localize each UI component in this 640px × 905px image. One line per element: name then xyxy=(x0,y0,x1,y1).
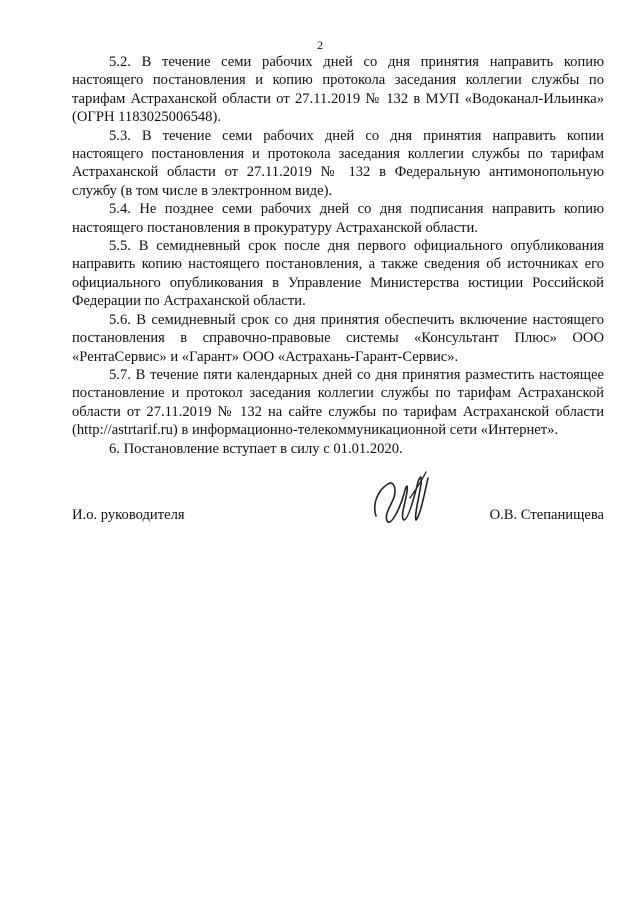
signer-name: О.В. Степанищева xyxy=(489,507,604,523)
paragraph-5-6: 5.6. В семидневный срок со дня принятия обеспечить включение настоящего постановления в справочно-правовые системы «Консультант Плюс» ООО «РентаСервис» и «Гарант» ООО «Астрахань-Гарант-Сервис». xyxy=(72,311,604,365)
paragraph-5-7: 5.7. В течение пяти календарных дней со дня принятия разместить настоящее постановление и протокол заседания коллегии службы по тарифам Астраханской области от 27.11.2019 № 132 на сайте службы по тарифам Астраханской области (http://astrtarif.ru) в информационно-телекоммуникационной сети «Интернет». xyxy=(72,366,604,439)
handwritten-signature xyxy=(370,468,434,538)
paragraph-5-4: 5.4. Не позднее семи рабочих дней со дня подписания направить копию настоящего постановления в прокуратуру Астраханской области. xyxy=(72,201,604,236)
signature-block xyxy=(72,490,604,550)
page-number: 2 xyxy=(317,38,323,52)
paragraph-5-2: 5.2. В течение семи рабочих дней со дня принятия направить копию настоящего постановления и копию протокола заседания коллегии службы по тарифам Астраханской области от 27.11.2019 № 132 в МУП «Водоканал-Ильинка» (ОГРН 1183025006548). xyxy=(72,54,604,126)
paragraph-5-5: 5.5. В семидневный срок после дня первого официального опубликования направить копию настоящего постановления, а также сведения об источниках его официального опубликования в Управление Министерства юстиции Российской Федерации по Астраханской области. xyxy=(72,238,604,310)
signer-position: И.о. руководителя xyxy=(72,507,185,523)
paragraph-6: 6. Постановление вступает в силу с 01.01.2020. xyxy=(109,440,403,457)
paragraph-5-3: 5.3. В течение семи рабочих дней со дня принятия направить копии настоящего постановления и протокола заседания коллегии службы по тарифам Астраханской области от 27.11.2019 № 132 в Федеральную антимонопольную службу (в том числе в электронном виде). xyxy=(72,127,604,199)
document-body xyxy=(72,53,604,458)
